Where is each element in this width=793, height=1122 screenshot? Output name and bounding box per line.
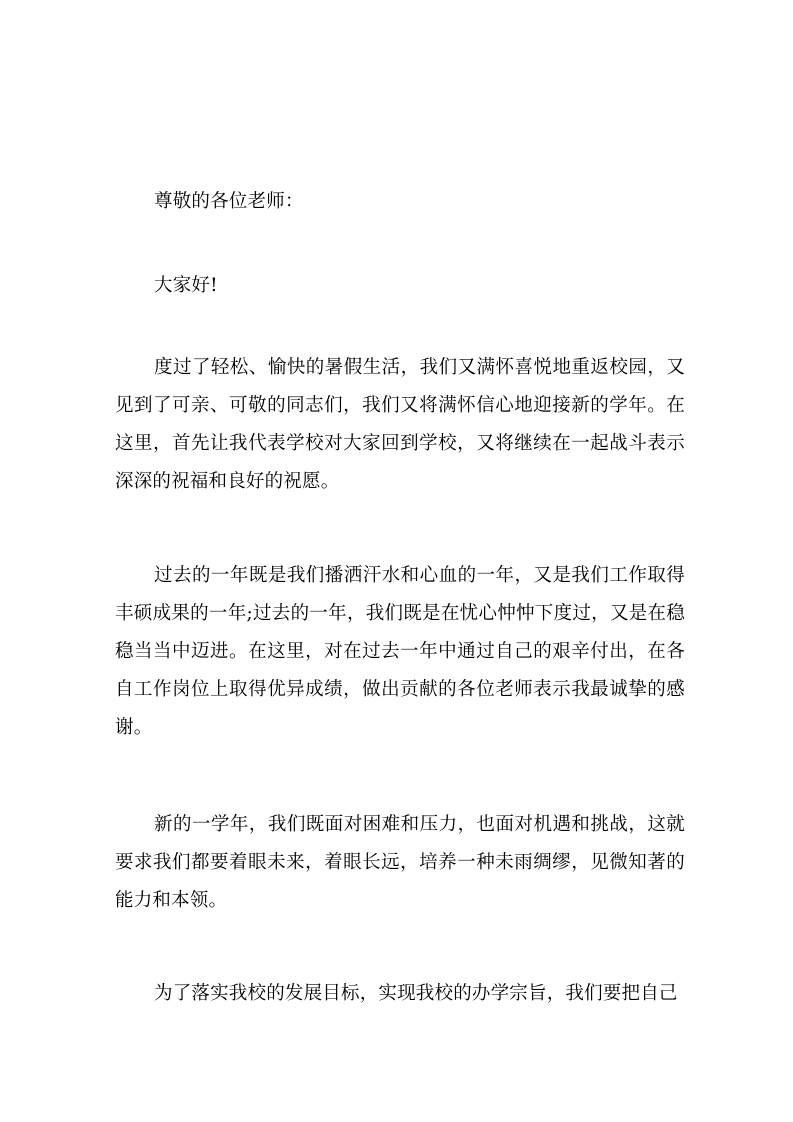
body-paragraph: 度过了轻松、愉快的暑假生活，我们又满怀喜悦地重返校园，又见到了可亲、可敬的同志们，我们又将满怀信心地迎接新的学年。在这里，首先让我代表学校对大家回到学校，又将继续在一起战斗表示深深的祝福和良好的祝愿。 bbox=[115, 357, 685, 492]
greeting: 大家好! bbox=[154, 275, 218, 296]
body-paragraph: 过去的一年既是我们播洒汗水和心血的一年，又是我们工作取得丰硕成果的一年;过去的一年，我们既是在忧心忡忡下度过，又是在稳稳当当中迈进。在这里，对在过去一年中通过自己的艰辛付出，在各自工作岗位上取得优异成绩，做出贡献的各位老师表示我最诚挚的感谢。 bbox=[115, 565, 685, 738]
salutation: 尊敬的各位老师： bbox=[154, 191, 304, 212]
body-paragraph: 新的一学年，我们既面对困难和压力，也面对机遇和挑战，这就要求我们都要着眼未来，着眼长远，培养一种未雨绸缪，见微知著的能力和本领。 bbox=[115, 814, 685, 911]
body-paragraph: 为了落实我校的发展目标，实现我校的办学宗旨，我们要把自己 bbox=[154, 983, 678, 1004]
